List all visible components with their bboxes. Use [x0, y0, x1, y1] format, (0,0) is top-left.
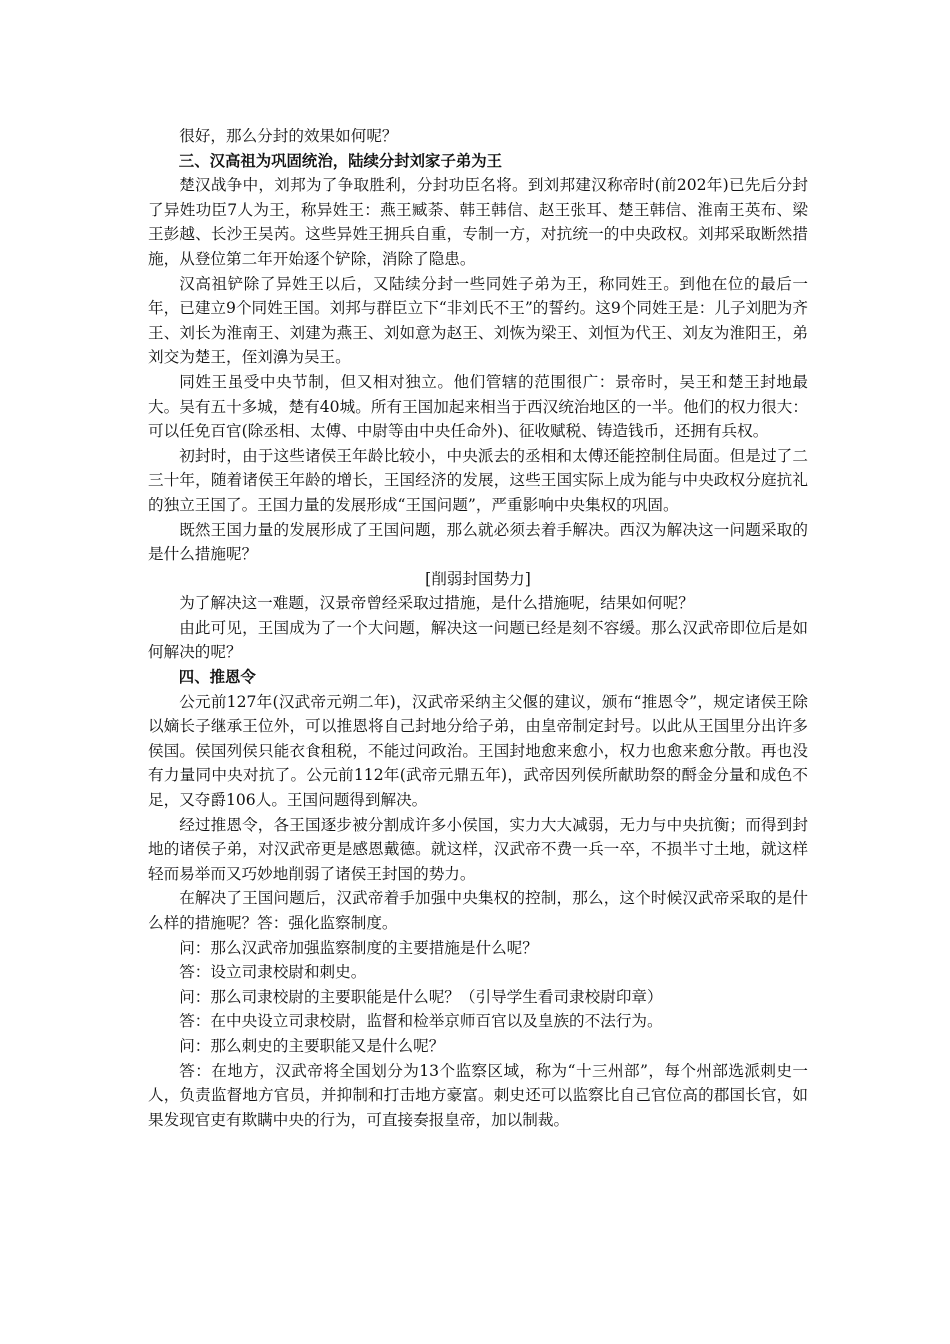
paragraph: 由此可见，王国成为了一个大问题，解决这一问题已经是刻不容缓。那么汉武帝即位后是如何解决的呢？ [148, 618, 808, 662]
question-line: 问：那么刺史的主要职能又是什么呢？ [179, 1036, 445, 1055]
section-heading-3: 三、汉高祖为巩固统治，陆续分封刘家子弟为王 [178, 151, 503, 170]
paragraph: 经过推恩令，各王国逐步被分割成许多小侯国，实力大大减弱，无力与中央抗衡；而得到封地的诸侯子弟，对汉武帝更是感恩戴德。就这样，汉武帝不费一兵一卒，不损半寸土地，就这样轻而易举而又巧妙地削弱了诸侯王封国的势力。 [148, 815, 808, 883]
paragraph: 既然王国力量的发展形成了王国问题，那么就必须去着手解决。西汉为解决这一问题采取的是什么措施呢？ [148, 520, 808, 564]
paragraph: 楚汉战争中，刘邦为了争取胜利，分封功臣名将。到刘邦建汉称帝时(前202年)已先后分封了异姓功臣7人为王，称异姓王：燕王臧荼、韩王韩信、赵王张耳、楚王韩信、淮南王英布、梁王彭越、长沙王吴芮。这些异姓王拥兵自重，专制一方，对抗统一的中央政权。刘邦采取断然措施，从登位第二年开始逐个铲除，消除了隐患。 [148, 176, 808, 268]
answer-line: 答：在地方，汉武帝将全国划分为13个监察区域，称为“十三州部”，每个州部选派刺史一人，负责监督地方官员，并抑制和打击地方豪富。刺史还可以监察比自己官位高的郡国长官，如果发现官吏有欺瞒中央的行为，可直接奏报皇帝，加以制裁。 [148, 1061, 808, 1129]
paragraph: 很好，那么分封的效果如何呢？ [179, 127, 398, 145]
paragraph: 汉高祖铲除了异姓王以后，又陆续分封一些同姓子弟为王，称同姓王。到他在位的最后一年，已建立9个同姓王国。刘邦与群臣立下“非刘氏不王”的誓约。这9个同姓王是：儿子刘肥为齐王、刘长为淮南王、刘建为燕王、刘如意为赵王、刘恢为梁王、刘恒为代王、刘友为淮阳王，弟刘交为楚王，侄刘濞为吴王。 [148, 274, 808, 367]
paragraph: 为了解决这一难题，汉景帝曾经采取过措施，是什么措施呢，结果如何呢？ [179, 594, 694, 613]
paragraph: 同姓王虽受中央节制，但又相对独立。他们管辖的范围很广：景帝时，吴王和楚王封地最大。吴有五十多城，楚有40城。所有王国加起来相当于西汉统治地区的一半。他们的权力很大：可以任免百官(除丞相、太傅、中尉等由中央任命外)、征收赋税、铸造钱币，还拥有兵权。 [148, 372, 808, 441]
answer-line: 答：在中央设立司隶校尉，监督和检举京师百官以及皇族的不法行为。 [179, 1012, 663, 1031]
paragraph: 在解决了王国问题后，汉武帝着手加强中央集权的控制，那么，这个时候汉武帝采取的是什么样的措施呢？答：强化监察制度。 [148, 889, 808, 932]
paragraph: 公元前127年(汉武帝元朔二年)，汉武帝采纳主父偃的建议，颁布“推恩令”，规定诸侯王除以嫡长子继承王位外，可以推恩将自己封地分给子弟，由皇帝制定封号。以此从王国里分出许多侯国。侯国列侯只能衣食租税，不能过问政治。王国封地愈来愈小，权力也愈来愈分散。再也没有力量同中央对抗了。公元前112年(武帝元鼎五年)，武帝因列侯所献助祭的酹金分量和成色不足，又夺爵106人。王国问题得到解决。 [148, 692, 808, 810]
paragraph: 初封时，由于这些诸侯王年龄比较小，中央派去的丞相和太傅还能控制住局面。但是过了二三十年，随着诸侯王年龄的增长，王国经济的发展，这些王国实际上成为能与中央政权分庭抗礼的独立王国了。王国力量的发展形成“王国问题”，严重影响中央集权的巩固。 [148, 446, 808, 514]
bracketed-subtitle: [削弱封国势力] [425, 569, 531, 588]
question-line: 问：那么司隶校尉的主要职能是什么呢？（引导学生看司隶校尉印章） [179, 987, 663, 1006]
section-heading-4: 四、推恩令 [178, 668, 256, 687]
document-page [148, 124, 808, 1132]
answer-line: 答：设立司隶校尉和刺史。 [179, 963, 367, 982]
question-line: 问：那么汉武帝加强监察制度的主要措施是什么呢？ [179, 938, 538, 957]
